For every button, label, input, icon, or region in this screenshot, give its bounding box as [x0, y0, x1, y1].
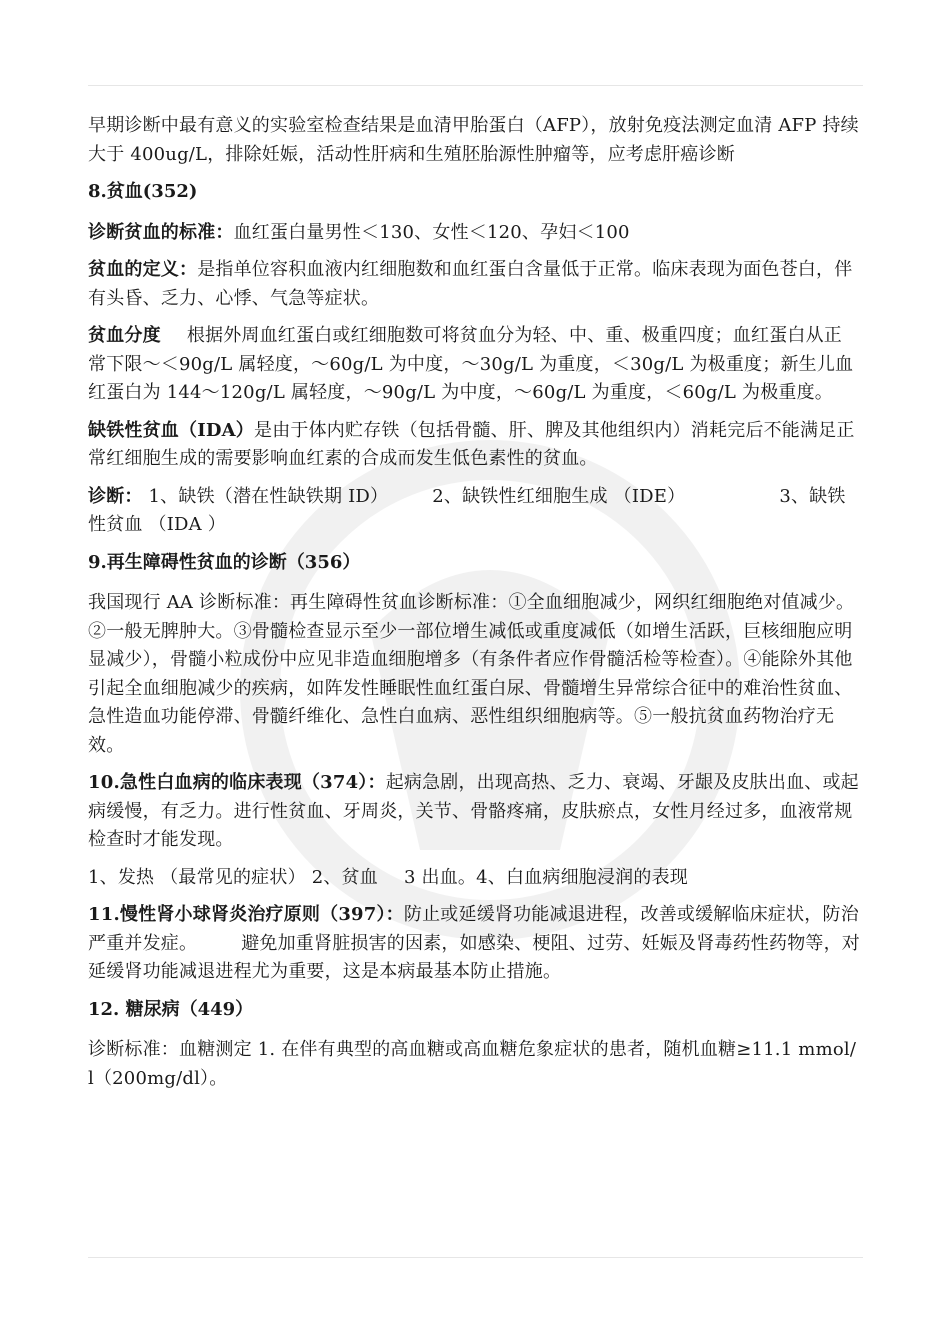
- ida-diagnosis-label: 诊断：: [88, 485, 143, 507]
- anemia-grade-text: 根据外周血红蛋白或红细胞数可将贫血分为轻、中、重、极重四度；血红蛋白从正常下限～＜90g/L 属轻度，～60g/L 为中度，～30g/L 为重度，＜30g/L 为极重度；新生儿血红蛋白为 144～120g/L 属轻度，～90g/L 为中度，～60g/L 为重度，＜60g/L 为极重度。: [88, 325, 854, 403]
- anemia-grade-label: 贫血分度: [88, 325, 161, 346]
- anemia-criteria-label: 诊断贫血的标准：: [88, 221, 234, 243]
- header-divider: [88, 85, 863, 86]
- anemia-definition-paragraph: [88, 256, 860, 313]
- leukemia-list-part-1: 1、发热 （最常见的症状） 2、贫血: [88, 866, 378, 888]
- document-body: [88, 112, 860, 1102]
- section-12-heading: 12. 糖尿病（449）: [88, 998, 254, 1020]
- anemia-criteria-paragraph: [88, 219, 860, 248]
- section-11-paragraph: [88, 901, 860, 987]
- leukemia-list-part-2: 3 出血。4、白血病细胞浸润的表现: [403, 866, 688, 888]
- section-11-text-a: 防止或延缓肾功能减退进程，改善或缓解临床症状，防治严重并发症。: [88, 904, 859, 954]
- ida-paragraph: [88, 417, 860, 474]
- anemia-definition-label: 贫血的定义：: [88, 259, 198, 280]
- anemia-definition-text: 是指单位容积血液内红细胞数和血红蛋白含量低于正常。临床表现为面色苍白，伴有头昏、乏力、心悸、气急等症状。: [88, 259, 853, 309]
- ida-diagnosis-paragraph: [88, 483, 860, 540]
- section-8-heading: 8.贫血(352): [88, 181, 198, 202]
- ida-diagnosis-item-3: 3、缺铁性贫血 （IDA ）: [88, 485, 846, 535]
- section-10-paragraph: [88, 769, 860, 855]
- ida-text: 是由于体内贮存铁（包括骨髓、肝、脾及其他组织内）消耗完后不能满足正常红细胞生成的需要影响血红素的合成而发生低色素性的贫血。: [88, 419, 855, 469]
- ida-label: 缺铁性贫血（IDA）: [88, 419, 254, 441]
- section-9-heading: 9.再生障碍性贫血的诊断（356）: [88, 551, 361, 573]
- ida-diagnosis-item-1: 1、缺铁（潜在性缺铁期 ID）: [148, 485, 389, 507]
- section-11-text-b: 避免加重肾脏损害的因素，如感染、梗阻、过劳、妊娠及肾毒药性药物等，对延缓肾功能减退进程尤为重要，这是本病最基本防止措施。: [88, 932, 860, 982]
- anemia-criteria-text: 血红蛋白量男性＜130、女性＜120、孕妇＜100: [233, 221, 630, 243]
- anemia-grade-paragraph: [88, 322, 860, 408]
- section-10-label: 10.急性白血病的临床表现（374）：: [88, 772, 386, 793]
- intro-paragraph: 早期诊断中最有意义的实验室检查结果是血清甲胎蛋白（AFP），放射免疫法测定血清 AFP 持续大于 400ug/L，排除妊娠，活动性肝病和生殖胚胎源性肿瘤等，应考虑肝癌诊断: [88, 115, 859, 165]
- diabetes-criteria-paragraph: 诊断标准：血糖测定 1. 在伴有典型的高血糖或高血糖危象症状的患者，随机血糖≥11.1 mmol/l（200mg/dl）。: [88, 1039, 857, 1089]
- section-10-text: 起病急剧，出现高热、乏力、衰竭、牙龈及皮肤出血、或起病缓慢，有乏力。进行性贫血、牙周炎，关节、骨骼疼痛，皮肤瘀点，女性月经过多，血液常规检查时才能发现。: [88, 772, 859, 850]
- ida-diagnosis-item-2: 2、缺铁性红细胞生成 （IDE）: [432, 485, 686, 507]
- leukemia-manifestations-list: [88, 864, 860, 893]
- footer-divider: [88, 1257, 863, 1258]
- aplastic-anemia-paragraph: 我国现行 AA 诊断标准：再生障碍性贫血诊断标准：①全血细胞减少，网织红细胞绝对值减少。②一般无脾肿大。③骨髓检查显示至少一部位增生减低或重度减低（如增生活跃，巨核细胞应明显减少），骨髓小粒成份中应见非造血细胞增多（有条件者应作骨髓活检等检查）。④能除外其他引起全血细胞减少的疾病，如阵发性睡眠性血红蛋白尿、骨髓增生异常综合征中的难治性贫血、急性造血功能停滞、骨髓纤维化、急性白血病、恶性组织细胞病等。⑤一般抗贫血药物治疗无效。: [88, 592, 855, 756]
- section-11-label: 11.慢性肾小球肾炎治疗原则（397）：: [88, 904, 404, 925]
